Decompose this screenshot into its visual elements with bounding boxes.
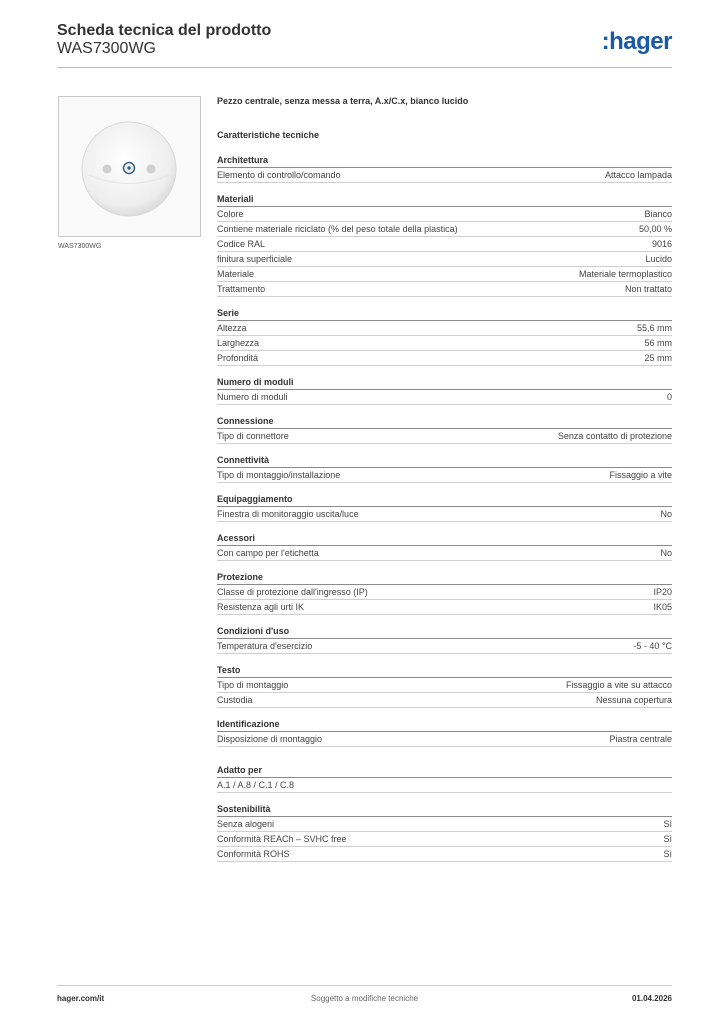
- spec-row: [217, 282, 672, 297]
- spec-label: finitura superficiale: [217, 254, 293, 264]
- spec-row: [217, 732, 672, 747]
- product-title: Pezzo centrale, senza messa a terra, A.x/C.x, bianco lucido: [217, 96, 469, 106]
- spec-section: [217, 375, 672, 405]
- spec-section: [217, 663, 672, 708]
- section-title: Condizioni d'uso: [217, 624, 672, 639]
- spec-label: A.1 / A.8 / C.1 / C.8: [217, 780, 295, 790]
- spec-label: Contiene materiale riciclato (% del peso totale della plastica): [217, 224, 458, 234]
- footer-website: hager.com/it: [57, 994, 105, 1003]
- spec-value: Attacco lampada: [604, 170, 672, 180]
- page-title: Scheda tecnica del prodotto: [57, 22, 272, 39]
- spec-row: [217, 390, 672, 405]
- spec-row: [217, 168, 672, 183]
- section-title: Protezione: [217, 570, 672, 585]
- spec-label: Codice RAL: [217, 239, 266, 249]
- spec-row: [217, 678, 672, 693]
- spec-label: Temperatura d'esercizio: [217, 641, 313, 651]
- footer-note: Soggetto a modifiche tecniche: [310, 994, 419, 1003]
- spec-value: Sì: [663, 819, 672, 829]
- spec-content: [217, 96, 672, 871]
- spec-label: Finestra di monitoraggio uscita/luce: [217, 509, 359, 519]
- product-code: WAS7300WG: [57, 40, 156, 57]
- spec-label: Profondità: [217, 353, 259, 363]
- spec-row: [217, 778, 672, 793]
- spec-row: [217, 585, 672, 600]
- spec-row: [217, 600, 672, 615]
- section-title: Serie: [217, 306, 672, 321]
- logo-colon: :: [601, 28, 610, 55]
- spec-section: [217, 570, 672, 615]
- section-title: Equipaggiamento: [217, 492, 672, 507]
- spec-row: [217, 832, 672, 847]
- spec-section: [217, 414, 672, 444]
- spec-value: Sì: [663, 834, 672, 844]
- spec-section: [217, 192, 672, 297]
- spec-value: 0: [666, 392, 672, 402]
- spec-label: Senza alogeni: [217, 819, 275, 829]
- spec-row: [217, 321, 672, 336]
- socket-insert-icon: [59, 97, 200, 236]
- spec-section: [217, 453, 672, 483]
- spec-row: [217, 693, 672, 708]
- section-title: Adatto per: [217, 763, 672, 778]
- spec-value: 55,6 mm: [636, 323, 672, 333]
- spec-section: [217, 531, 672, 561]
- spec-label: Materiale: [217, 269, 255, 279]
- spec-section: [217, 763, 672, 793]
- section-title: Sostenibilità: [217, 802, 672, 817]
- spec-value: Senza contatto di protezione: [557, 431, 672, 441]
- footer-date: 01.04.2026: [631, 994, 672, 1003]
- spec-value: Non trattato: [624, 284, 672, 294]
- spec-label: Tipo di montaggio: [217, 680, 289, 690]
- spec-value: IP20: [653, 587, 672, 597]
- spec-value: 56 mm: [644, 338, 672, 348]
- spec-row: [217, 207, 672, 222]
- spec-value: Nessuna copertura: [595, 695, 672, 705]
- spec-label: Altezza: [217, 323, 247, 333]
- spec-row: [217, 237, 672, 252]
- spec-value: No: [660, 509, 672, 519]
- spec-value: Piastra centrale: [609, 734, 672, 744]
- spec-section: [217, 492, 672, 522]
- spec-value: No: [660, 548, 672, 558]
- spec-section: [217, 153, 672, 183]
- section-title: Numero di moduli: [217, 375, 672, 390]
- section-title: Testo: [217, 663, 672, 678]
- spec-row: [217, 336, 672, 351]
- spec-label: Tipo di connettore: [217, 431, 289, 441]
- spec-label: Conformità ROHS: [217, 849, 290, 859]
- spec-label: Numero di moduli: [217, 392, 288, 402]
- spec-label: Colore: [217, 209, 244, 219]
- product-image: [58, 96, 201, 237]
- footer: [57, 985, 672, 1006]
- spec-label: Larghezza: [217, 338, 260, 348]
- spec-value: IK05: [653, 602, 672, 612]
- spec-value: Materiale termoplastico: [578, 269, 672, 279]
- spec-label: Trattamento: [217, 284, 266, 294]
- section-title: Architettura: [217, 153, 672, 168]
- spec-row: [217, 847, 672, 862]
- spec-row: [217, 351, 672, 366]
- spec-row: [217, 267, 672, 282]
- section-title: Identificazione: [217, 717, 672, 732]
- tech-heading: Caratteristiche tecniche: [217, 130, 320, 140]
- spec-value: 50,00 %: [638, 224, 672, 234]
- spec-value: 25 mm: [644, 353, 672, 363]
- section-title: Connessione: [217, 414, 672, 429]
- spec-row: [217, 507, 672, 522]
- spec-value: Fissaggio a vite: [609, 470, 672, 480]
- spec-section: [217, 306, 672, 366]
- spec-row: [217, 222, 672, 237]
- spec-row: [217, 639, 672, 654]
- spec-row: [217, 546, 672, 561]
- hager-logo: [602, 28, 672, 56]
- spec-value: Sì: [663, 849, 672, 859]
- spec-label: Tipo di montaggio/installazione: [217, 470, 341, 480]
- spec-row: [217, 817, 672, 832]
- spec-label: Conformità REACh – SVHC free: [217, 834, 347, 844]
- spec-value: -5 - 40 °C: [633, 641, 672, 651]
- spec-section: [217, 717, 672, 747]
- spec-row: [217, 468, 672, 483]
- spec-row: [217, 252, 672, 267]
- header-divider: [57, 67, 672, 68]
- spec-value: Lucido: [645, 254, 672, 264]
- spec-label: Disposizione di montaggio: [217, 734, 323, 744]
- spec-value: 9016: [651, 239, 672, 249]
- spec-label: Elemento di controllo/comando: [217, 170, 341, 180]
- spec-value: Fissaggio a vite su attacco: [565, 680, 672, 690]
- spec-value: Bianco: [644, 209, 672, 219]
- image-caption: WAS7300WG: [58, 243, 102, 250]
- section-title: Connettività: [217, 453, 672, 468]
- spec-label: Con campo per l'etichetta: [217, 548, 319, 558]
- spec-label: Classe di protezione dall'ingresso (IP): [217, 587, 368, 597]
- logo-text: hager: [609, 28, 672, 55]
- spec-section: [217, 802, 672, 862]
- spec-sections: [217, 153, 672, 862]
- section-title: Acessori: [217, 531, 672, 546]
- spec-row: [217, 429, 672, 444]
- spec-section: [217, 624, 672, 654]
- section-title: Materiali: [217, 192, 672, 207]
- spec-label: Custodia: [217, 695, 253, 705]
- spec-label: Resistenza agli urti IK: [217, 602, 305, 612]
